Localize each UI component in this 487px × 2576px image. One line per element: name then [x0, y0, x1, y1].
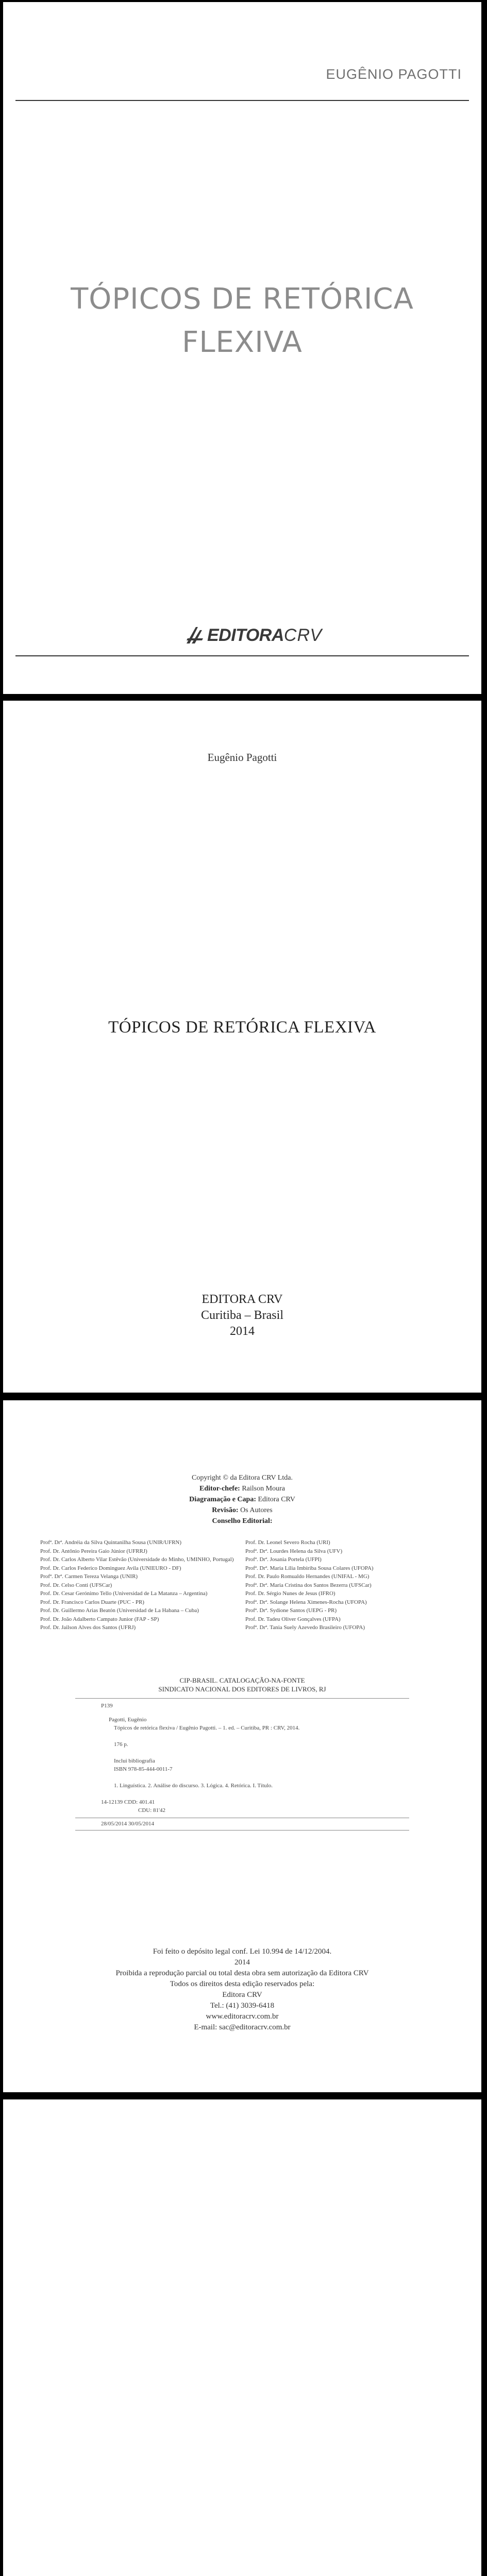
editor-label: Editor-chefe:: [199, 1485, 240, 1493]
cover-page: [3, 2, 481, 694]
publisher-site: www.editoracrv.com.br: [206, 2012, 279, 2021]
dedication-page: [3, 2099, 481, 2576]
board-member: Prof. Dr. Sérgio Nunes de Jesus (IFRO): [245, 1590, 335, 1597]
board-member: Profª. Drª. Carmen Tereza Velanga (UNIR): [40, 1573, 138, 1580]
rights-notice: Proibida a reprodução parcial ou total desta obra sem autorização da Editora CRV: [115, 1969, 369, 1977]
cip-dates: 28/05/2014 30/05/2014: [101, 1821, 154, 1827]
board-member: Prof. Dr. João Adalberto Campato Junior (FAP - SP): [40, 1616, 159, 1622]
board-member: Prof. Dr. Leonel Severo Rocha (URI): [245, 1539, 330, 1546]
cip-title: CIP-BRASIL. CATALOGAÇÃO-NA-FONTE: [179, 1676, 305, 1684]
board-member: Profª. Drª. Tania Suely Azevedo Brasileiro (UFOPA): [245, 1624, 365, 1631]
revision-value: Os Autores: [240, 1506, 273, 1514]
board-label-text: Conselho Editorial:: [212, 1517, 273, 1525]
cover-top-rule: [15, 100, 469, 101]
copyright-footer: [3, 1946, 481, 2033]
copyright-page: [3, 1400, 481, 2092]
title-page-author: Eugênio Pagotti: [207, 751, 277, 764]
copyright-header: [3, 1472, 481, 1527]
cover-title-line-1: TÓPICOS DE RETÓRICA: [71, 282, 414, 316]
design-value: Editora CRV: [258, 1496, 295, 1503]
cip-subtitle: SINDICATO NACIONAL DOS EDITORES DE LIVROS, RJ: [158, 1685, 326, 1693]
board-member: Prof. Dr. Carlos Federico Dominguez Avila (UNIEURO - DF): [40, 1565, 181, 1571]
cip-title-entry: Tópicos de retórica flexiva / Eugênio Pagotti. – 1. ed. – Curitiba, PR : CRV, 2014.: [114, 1725, 300, 1731]
publisher-name-thin: CRV: [283, 625, 323, 645]
board-member: Prof. Dr. Jailson Alves dos Santos (UFRJ): [40, 1624, 136, 1631]
cip-cdu: CDU: 81'42: [138, 1807, 166, 1814]
legal-year: 2014: [234, 1958, 250, 1967]
title-page: [3, 701, 481, 1393]
revision-line: [3, 1505, 481, 1516]
imprint-city: Curitiba – Brasil: [201, 1309, 283, 1322]
board-member: Profª. Drª. Andréia da Silva Quintanilha Sousa (UNIR/UFRN): [40, 1539, 182, 1546]
revision-label: Revisão:: [212, 1506, 239, 1514]
cip-bibliography: Inclui bibliografia: [114, 1758, 155, 1764]
board-member: Profª. Drª. Josania Portela (UFPI): [245, 1556, 322, 1563]
design-label: Diagramação e Capa:: [189, 1496, 256, 1503]
publisher-mark-icon: [184, 625, 205, 646]
cover-bottom-rule: [15, 655, 469, 656]
board-member: Prof. Dr. Guillermo Arias Beatón (Universidad de La Habana – Cuba): [40, 1607, 199, 1614]
copyright-line: Copyright © da Editora CRV Ltda.: [192, 1474, 293, 1482]
cip-bottom-rule: [75, 1830, 409, 1831]
editorial-board-left: [40, 1538, 236, 1632]
board-member: Prof. Dr. Francisco Carlos Duarte (PUC - PR): [40, 1599, 144, 1605]
title-page-imprint: [3, 1292, 481, 1340]
legal-deposit: Foi feito o depósito legal conf. Lei 10.994 de 14/12/2004.: [153, 1947, 332, 1956]
cip-top-rule: [75, 1698, 409, 1699]
publisher-email: E-mail: sac@editoracrv.com.br: [194, 2023, 291, 2031]
cip-subjects: 1. Linguística. 2. Análise do discurso. 3. Lógica. 4. Retórica. I. Título.: [114, 1783, 273, 1789]
rights-reserved: Todos os direitos desta edição reservados pela:: [170, 1980, 315, 1988]
board-member: Prof. Dr. Cesar Gerónimo Tello (Universidad de La Matanza – Argentina): [40, 1590, 208, 1597]
board-member: Profª. Drª. Sydione Santos (UEPG - PR): [245, 1607, 337, 1614]
cip-pages: 176 p.: [114, 1741, 128, 1748]
board-label: [3, 1516, 481, 1527]
imprint-year: 2014: [230, 1325, 255, 1338]
board-member: Prof. Dr. Antônio Pereira Gaio Júnior (UFRRJ): [40, 1548, 147, 1554]
board-member: Profª. Drª. Solange Helena Ximenes-Rocha (UFOPA): [245, 1599, 367, 1605]
board-member: Profª. Drª. Maria Lília Imbiriba Sousa Colares (UFOPA): [245, 1565, 374, 1571]
board-member: Prof. Dr. Celso Conti (UFSCar): [40, 1582, 112, 1588]
design-line: [3, 1494, 481, 1505]
publisher-name: [207, 625, 322, 646]
imprint-publisher: EDITORA CRV: [201, 1293, 283, 1306]
publisher-phone: Tel.: (41) 3039-6418: [210, 2002, 275, 2010]
cover-title: [3, 278, 481, 364]
title-page-title: TÓPICOS DE RETÓRICA FLEXIVA: [108, 1018, 376, 1037]
editorial-board-right: [245, 1538, 462, 1632]
editor-value: Railson Moura: [242, 1485, 285, 1493]
board-member: Prof. Dr. Paulo Romualdo Hernandes (UNIFAL - MG): [245, 1573, 370, 1580]
board-member: Profª. Drª. Lourdes Helena da Silva (UFV): [245, 1548, 343, 1554]
cip-cdd: 14-12139 CDD: 401.41: [101, 1799, 155, 1805]
cover-title-line-2: FLEXIVA: [182, 326, 303, 359]
cip-header: [3, 1676, 481, 1693]
cip-author: Pagotti, Eugênio: [109, 1717, 147, 1723]
cover-author: EUGÊNIO PAGOTTI: [326, 66, 462, 82]
publisher-name-bold: EDITORA: [207, 625, 284, 645]
rights-publisher: Editora CRV: [222, 1991, 262, 1999]
cip-isbn: ISBN 978-85-444-0011-7: [114, 1766, 173, 1772]
cip-code: P139: [101, 1703, 113, 1709]
editor-line: [3, 1483, 481, 1494]
board-member: Prof. Dr. Carlos Alberto Vilar Estêvão (Universidade do Minho, UMINHO, Portugal): [40, 1556, 234, 1563]
board-member: Prof. Dr. Tadeu Oliver Gonçalves (UFPA): [245, 1616, 341, 1622]
publisher-logo: [184, 625, 322, 646]
board-member: Profª. Drª. Maria Cristina dos Santos Bezerra (UFSCar): [245, 1582, 372, 1588]
